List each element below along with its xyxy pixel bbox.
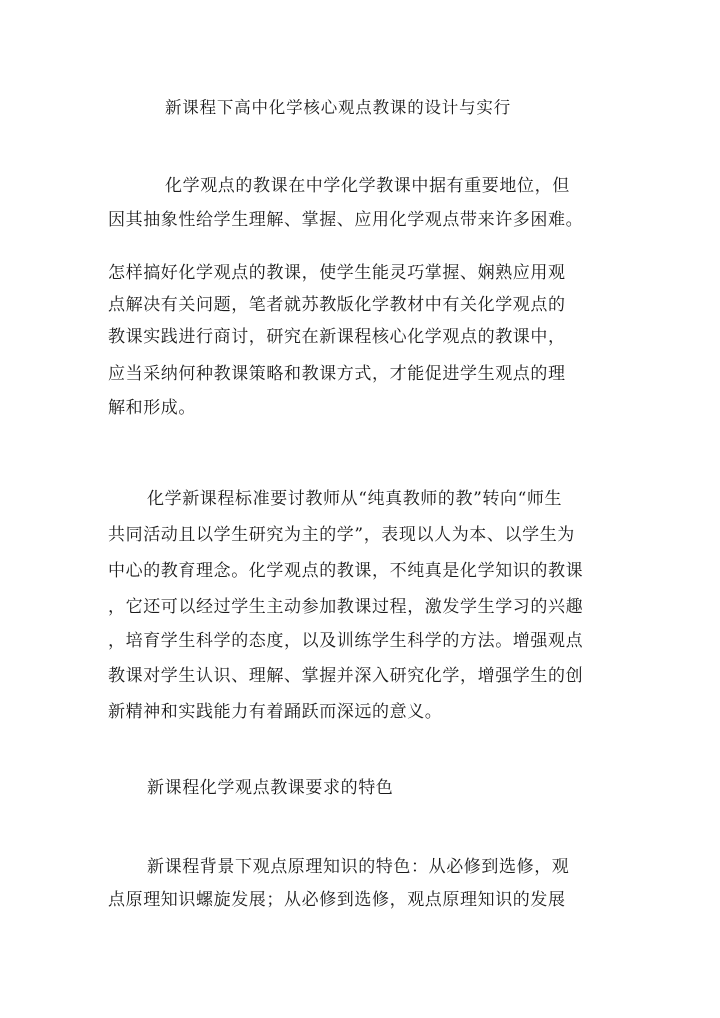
paragraph-line: 中心的教育理念。化学观点的教课，不纯真是化学知识的教课 xyxy=(108,561,584,581)
paragraph-line: 教课对学生认识、理解、掌握并深入研究化学，增强学生的创 xyxy=(108,666,584,686)
paragraph-line: 共同活动且以学生研究为主的学”，表现以人为本、以学生为 xyxy=(108,525,575,545)
paragraph-line: 解和形成。 xyxy=(108,398,196,418)
document-title: 新课程下高中化学核心观点教课的设计与实行 xyxy=(165,98,511,117)
paragraph-line: ，它还可以经过学生主动参加教课过程，激发学生学习的兴趣 xyxy=(108,597,584,617)
paragraph-line: 教课实践进行商讨，研究在新课程核心化学观点的教课中， xyxy=(108,327,566,347)
paragraph-line: ，培育学生科学的态度，以及训练学生科学的方法。增强观点 xyxy=(108,631,584,651)
paragraph-line: 新精神和实践能力有着踊跃而深远的意义。 xyxy=(108,702,443,722)
paragraph-line: 化学观点的教课在中学化学教课中据有重要地位，但 xyxy=(165,176,570,196)
paragraph-line: 因其抽象性给学生理解、掌握、应用化学观点带来许多困难。 xyxy=(108,210,584,230)
paragraph-line: 点解决有关问题，笔者就苏教版化学教材中有关化学观点的 xyxy=(108,295,566,315)
paragraph-line: 化学新课程标准要讨教师从“纯真教师的教”转向“师生 xyxy=(147,489,563,509)
paragraph-line: 怎样搞好化学观点的教课，使学生能灵巧掌握、娴熟应用观 xyxy=(108,263,566,283)
section-heading: 新课程化学观点教课要求的特色 xyxy=(147,778,394,798)
paragraph-line: 点原理知识螺旋发展；从必修到选修，观点原理知识的发展 xyxy=(108,890,566,910)
paragraph-line: 新课程背景下观点原理知识的特色：从必修到选修，观 xyxy=(147,857,570,877)
paragraph-line: 应当采纳何种教课策略和教课方式，才能促进学生观点的理 xyxy=(108,364,566,384)
